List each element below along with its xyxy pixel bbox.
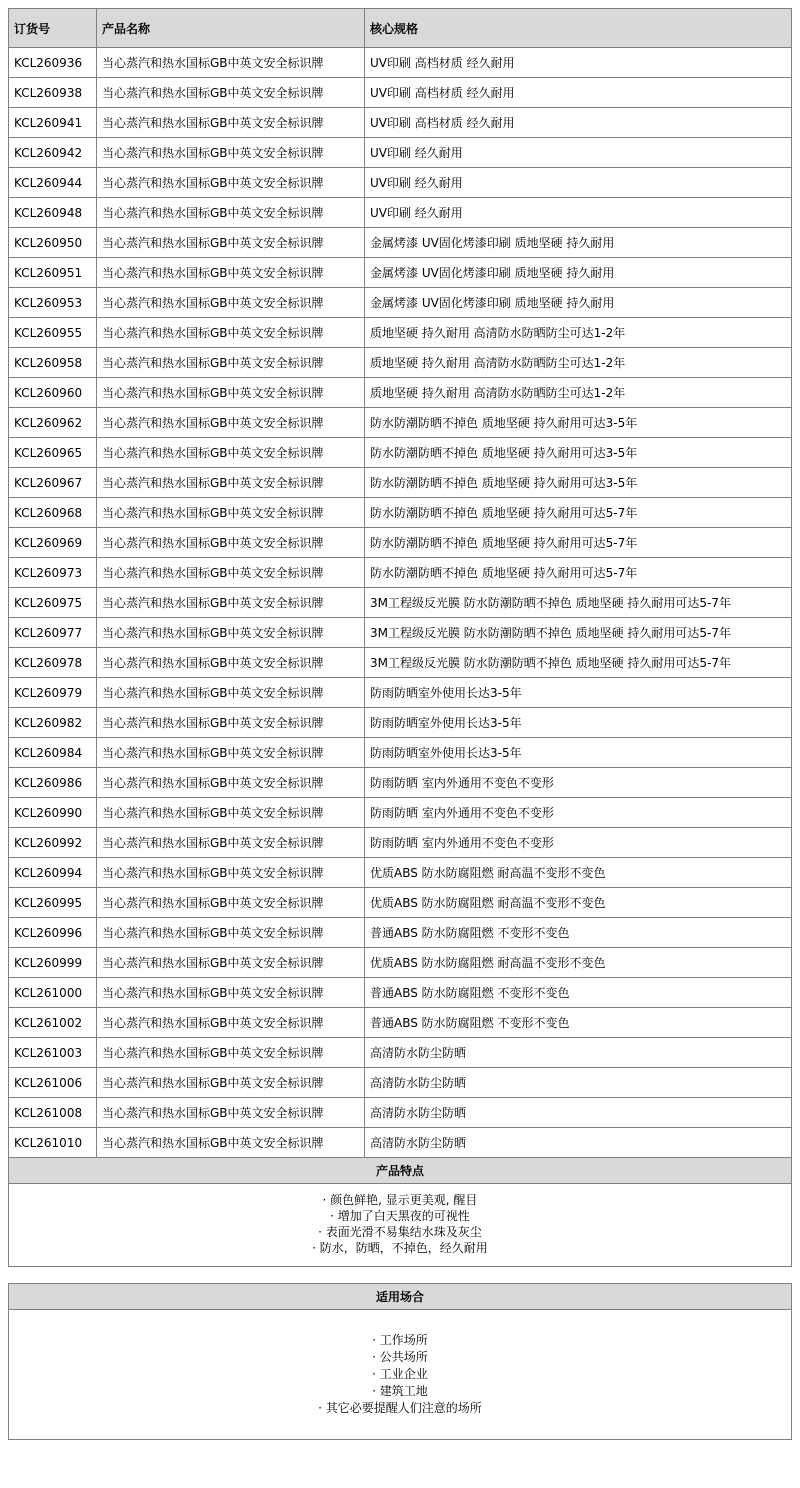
order-no-cell: KCL260962: [9, 408, 97, 438]
core-spec-cell: 高清防水防尘防晒: [365, 1038, 792, 1068]
table-row: [9, 258, 792, 288]
product-name-cell: 当心蒸汽和热水国标GB中英文安全标识牌: [97, 78, 365, 108]
table-row: [9, 378, 792, 408]
order-no-cell: KCL261000: [9, 978, 97, 1008]
core-spec-cell: 防雨防晒室外使用长达3-5年: [365, 738, 792, 768]
core-spec-header: 核心规格: [365, 9, 792, 48]
product-name-cell: 当心蒸汽和热水国标GB中英文安全标识牌: [97, 1098, 365, 1128]
product-name-cell: 当心蒸汽和热水国标GB中英文安全标识牌: [97, 468, 365, 498]
table-row: [9, 528, 792, 558]
order-no-cell: KCL260999: [9, 948, 97, 978]
table-header-row: [9, 9, 792, 48]
table-row: [9, 408, 792, 438]
order-no-cell: KCL260953: [9, 288, 97, 318]
order-no-cell: KCL260955: [9, 318, 97, 348]
product-name-cell: 当心蒸汽和热水国标GB中英文安全标识牌: [97, 288, 365, 318]
core-spec-cell: 质地坚硬 持久耐用 高清防水防晒防尘可达1-2年: [365, 318, 792, 348]
table-row: [9, 618, 792, 648]
table-row: [9, 78, 792, 108]
product-name-cell: 当心蒸汽和热水国标GB中英文安全标识牌: [97, 978, 365, 1008]
features-list: [9, 1184, 792, 1267]
order-no-cell: KCL261003: [9, 1038, 97, 1068]
product-name-cell: 当心蒸汽和热水国标GB中英文安全标识牌: [97, 708, 365, 738]
product-name-cell: 当心蒸汽和热水国标GB中英文安全标识牌: [97, 198, 365, 228]
core-spec-cell: 防水防潮防晒不掉色 质地坚硬 持久耐用可达3-5年: [365, 468, 792, 498]
product-name-cell: 当心蒸汽和热水国标GB中英文安全标识牌: [97, 168, 365, 198]
product-name-cell: 当心蒸汽和热水国标GB中英文安全标识牌: [97, 48, 365, 78]
core-spec-cell: 普通ABS 防水防腐阻燃 不变形不变色: [365, 918, 792, 948]
order-no-cell: KCL261006: [9, 1068, 97, 1098]
core-spec-cell: UV印刷 经久耐用: [365, 138, 792, 168]
table-row: [9, 948, 792, 978]
product-name-cell: 当心蒸汽和热水国标GB中英文安全标识牌: [97, 228, 365, 258]
features-section-header-row: [9, 1158, 792, 1184]
table-row: [9, 738, 792, 768]
table-row: [9, 858, 792, 888]
product-name-cell: 当心蒸汽和热水国标GB中英文安全标识牌: [97, 678, 365, 708]
table-row: [9, 228, 792, 258]
product-name-cell: 当心蒸汽和热水国标GB中英文安全标识牌: [97, 348, 365, 378]
table-row: [9, 288, 792, 318]
order-no-cell: KCL260969: [9, 528, 97, 558]
product-name-cell: 当心蒸汽和热水国标GB中英文安全标识牌: [97, 768, 365, 798]
order-no-cell: KCL260965: [9, 438, 97, 468]
core-spec-cell: 防雨防晒 室内外通用不变色不变形: [365, 828, 792, 858]
product-name-cell: 当心蒸汽和热水国标GB中英文安全标识牌: [97, 888, 365, 918]
order-no-cell: KCL260990: [9, 798, 97, 828]
table-row: [9, 438, 792, 468]
core-spec-cell: 3M工程级反光膜 防水防潮防晒不掉色 质地坚硬 持久耐用可达5-7年: [365, 618, 792, 648]
table-row: [9, 828, 792, 858]
bullet-item: · 建筑工地: [372, 1384, 428, 1398]
bullet-item: · 增加了白天黑夜的可视性: [330, 1209, 470, 1223]
order-no-cell: KCL260975: [9, 588, 97, 618]
product-name-cell: 当心蒸汽和热水国标GB中英文安全标识牌: [97, 618, 365, 648]
table-row: [9, 678, 792, 708]
core-spec-cell: 3M工程级反光膜 防水防潮防晒不掉色 质地坚硬 持久耐用可达5-7年: [365, 588, 792, 618]
product-name-cell: 当心蒸汽和热水国标GB中英文安全标识牌: [97, 318, 365, 348]
occasions-table: [8, 1283, 792, 1440]
core-spec-cell: 防水防潮防晒不掉色 质地坚硬 持久耐用可达5-7年: [365, 558, 792, 588]
core-spec-cell: 防雨防晒 室内外通用不变色不变形: [365, 768, 792, 798]
order-no-cell: KCL260938: [9, 78, 97, 108]
core-spec-cell: 金属烤漆 UV固化烤漆印刷 质地坚硬 持久耐用: [365, 228, 792, 258]
core-spec-cell: UV印刷 经久耐用: [365, 198, 792, 228]
product-name-cell: 当心蒸汽和热水国标GB中英文安全标识牌: [97, 378, 365, 408]
order-no-cell: KCL260984: [9, 738, 97, 768]
order-no-cell: KCL260941: [9, 108, 97, 138]
order-no-cell: KCL260979: [9, 678, 97, 708]
table-row: [9, 1038, 792, 1068]
core-spec-cell: 3M工程级反光膜 防水防潮防晒不掉色 质地坚硬 持久耐用可达5-7年: [365, 648, 792, 678]
order-no-cell: KCL260996: [9, 918, 97, 948]
core-spec-cell: 防水防潮防晒不掉色 质地坚硬 持久耐用可达5-7年: [365, 528, 792, 558]
product-name-cell: 当心蒸汽和热水国标GB中英文安全标识牌: [97, 858, 365, 888]
core-spec-cell: 高清防水防尘防晒: [365, 1068, 792, 1098]
bullet-item: · 颜色鲜艳, 显示更美观, 醒目: [322, 1193, 478, 1207]
table-row: [9, 978, 792, 1008]
bullet-item: · 表面光滑不易集结水珠及灰尘: [318, 1225, 482, 1239]
order-no-cell: KCL260977: [9, 618, 97, 648]
order-no-cell: KCL260986: [9, 768, 97, 798]
core-spec-cell: UV印刷 高档材质 经久耐用: [365, 108, 792, 138]
product-name-cell: 当心蒸汽和热水国标GB中英文安全标识牌: [97, 438, 365, 468]
product-name-cell: 当心蒸汽和热水国标GB中英文安全标识牌: [97, 918, 365, 948]
core-spec-cell: 高清防水防尘防晒: [365, 1098, 792, 1128]
table-row: [9, 1008, 792, 1038]
core-spec-cell: 优质ABS 防水防腐阻燃 耐高温不变形不变色: [365, 858, 792, 888]
order-no-cell: KCL260982: [9, 708, 97, 738]
order-no-header: 订货号: [9, 9, 97, 48]
order-no-cell: KCL261010: [9, 1128, 97, 1158]
order-no-cell: KCL260958: [9, 348, 97, 378]
bullet-item: · 防水，防晒，不掉色，经久耐用: [312, 1241, 488, 1255]
features-section-title: 产品特点: [9, 1158, 792, 1184]
core-spec-cell: 防水防潮防晒不掉色 质地坚硬 持久耐用可达3-5年: [365, 408, 792, 438]
spec-table-body: [9, 48, 792, 1158]
table-row: [9, 138, 792, 168]
table-row: [9, 168, 792, 198]
core-spec-cell: 质地坚硬 持久耐用 高清防水防晒防尘可达1-2年: [365, 348, 792, 378]
order-no-cell: KCL260968: [9, 498, 97, 528]
product-name-cell: 当心蒸汽和热水国标GB中英文安全标识牌: [97, 588, 365, 618]
order-no-cell: KCL261008: [9, 1098, 97, 1128]
order-no-cell: KCL260995: [9, 888, 97, 918]
core-spec-cell: 质地坚硬 持久耐用 高清防水防晒防尘可达1-2年: [365, 378, 792, 408]
core-spec-cell: 普通ABS 防水防腐阻燃 不变形不变色: [365, 978, 792, 1008]
order-no-cell: KCL261002: [9, 1008, 97, 1038]
core-spec-cell: UV印刷 高档材质 经久耐用: [365, 48, 792, 78]
product-name-cell: 当心蒸汽和热水国标GB中英文安全标识牌: [97, 1128, 365, 1158]
core-spec-cell: 防雨防晒 室内外通用不变色不变形: [365, 798, 792, 828]
order-no-cell: KCL260944: [9, 168, 97, 198]
order-no-cell: KCL260936: [9, 48, 97, 78]
product-name-cell: 当心蒸汽和热水国标GB中英文安全标识牌: [97, 648, 365, 678]
product-name-cell: 当心蒸汽和热水国标GB中英文安全标识牌: [97, 1008, 365, 1038]
table-row: [9, 798, 792, 828]
core-spec-cell: 防雨防晒室外使用长达3-5年: [365, 708, 792, 738]
product-name-cell: 当心蒸汽和热水国标GB中英文安全标识牌: [97, 798, 365, 828]
product-name-cell: 当心蒸汽和热水国标GB中英文安全标识牌: [97, 1068, 365, 1098]
core-spec-cell: 优质ABS 防水防腐阻燃 耐高温不变形不变色: [365, 888, 792, 918]
product-name-cell: 当心蒸汽和热水国标GB中英文安全标识牌: [97, 738, 365, 768]
table-row: [9, 1128, 792, 1158]
core-spec-cell: 防水防潮防晒不掉色 质地坚硬 持久耐用可达3-5年: [365, 438, 792, 468]
table-row: [9, 318, 792, 348]
core-spec-cell: 普通ABS 防水防腐阻燃 不变形不变色: [365, 1008, 792, 1038]
table-row: [9, 768, 792, 798]
order-no-cell: KCL260978: [9, 648, 97, 678]
order-no-cell: KCL260948: [9, 198, 97, 228]
product-name-cell: 当心蒸汽和热水国标GB中英文安全标识牌: [97, 1038, 365, 1068]
table-row: [9, 1068, 792, 1098]
core-spec-cell: 金属烤漆 UV固化烤漆印刷 质地坚硬 持久耐用: [365, 258, 792, 288]
table-row: [9, 1098, 792, 1128]
order-no-cell: KCL260973: [9, 558, 97, 588]
product-name-cell: 当心蒸汽和热水国标GB中英文安全标识牌: [97, 948, 365, 978]
bullet-item: · 其它必要提醒人们注意的场所: [318, 1401, 482, 1415]
product-name-cell: 当心蒸汽和热水国标GB中英文安全标识牌: [97, 258, 365, 288]
table-row: [9, 198, 792, 228]
order-no-cell: KCL260992: [9, 828, 97, 858]
product-name-cell: 当心蒸汽和热水国标GB中英文安全标识牌: [97, 498, 365, 528]
table-row: [9, 468, 792, 498]
bullet-item: · 公共场所: [372, 1350, 428, 1364]
core-spec-cell: 金属烤漆 UV固化烤漆印刷 质地坚硬 持久耐用: [365, 288, 792, 318]
order-no-cell: KCL260950: [9, 228, 97, 258]
product-name-cell: 当心蒸汽和热水国标GB中英文安全标识牌: [97, 558, 365, 588]
occasions-section-title: 适用场合: [9, 1284, 792, 1310]
product-name-cell: 当心蒸汽和热水国标GB中英文安全标识牌: [97, 108, 365, 138]
bullet-item: · 工业企业: [372, 1367, 428, 1381]
table-row: [9, 588, 792, 618]
occasions-list: [9, 1310, 792, 1440]
core-spec-cell: UV印刷 高档材质 经久耐用: [365, 78, 792, 108]
product-name-cell: 当心蒸汽和热水国标GB中英文安全标识牌: [97, 408, 365, 438]
table-row: [9, 348, 792, 378]
spec-table: [8, 8, 792, 1267]
order-no-cell: KCL260960: [9, 378, 97, 408]
product-name-cell: 当心蒸汽和热水国标GB中英文安全标识牌: [97, 828, 365, 858]
table-row: [9, 108, 792, 138]
core-spec-cell: 防雨防晒室外使用长达3-5年: [365, 678, 792, 708]
core-spec-cell: 高清防水防尘防晒: [365, 1128, 792, 1158]
core-spec-cell: 防水防潮防晒不掉色 质地坚硬 持久耐用可达5-7年: [365, 498, 792, 528]
occasions-content-row: [9, 1310, 792, 1440]
features-content-row: [9, 1184, 792, 1267]
table-row: [9, 888, 792, 918]
product-name-cell: 当心蒸汽和热水国标GB中英文安全标识牌: [97, 528, 365, 558]
order-no-cell: KCL260967: [9, 468, 97, 498]
table-row: [9, 558, 792, 588]
table-row: [9, 648, 792, 678]
occasions-section-header-row: [9, 1284, 792, 1310]
core-spec-cell: UV印刷 经久耐用: [365, 168, 792, 198]
order-no-cell: KCL260942: [9, 138, 97, 168]
table-row: [9, 498, 792, 528]
core-spec-cell: 优质ABS 防水防腐阻燃 耐高温不变形不变色: [365, 948, 792, 978]
table-row: [9, 708, 792, 738]
order-no-cell: KCL260994: [9, 858, 97, 888]
order-no-cell: KCL260951: [9, 258, 97, 288]
bullet-item: · 工作场所: [372, 1333, 428, 1347]
table-row: [9, 918, 792, 948]
table-row: [9, 48, 792, 78]
product-name-header: 产品名称: [97, 9, 365, 48]
product-name-cell: 当心蒸汽和热水国标GB中英文安全标识牌: [97, 138, 365, 168]
